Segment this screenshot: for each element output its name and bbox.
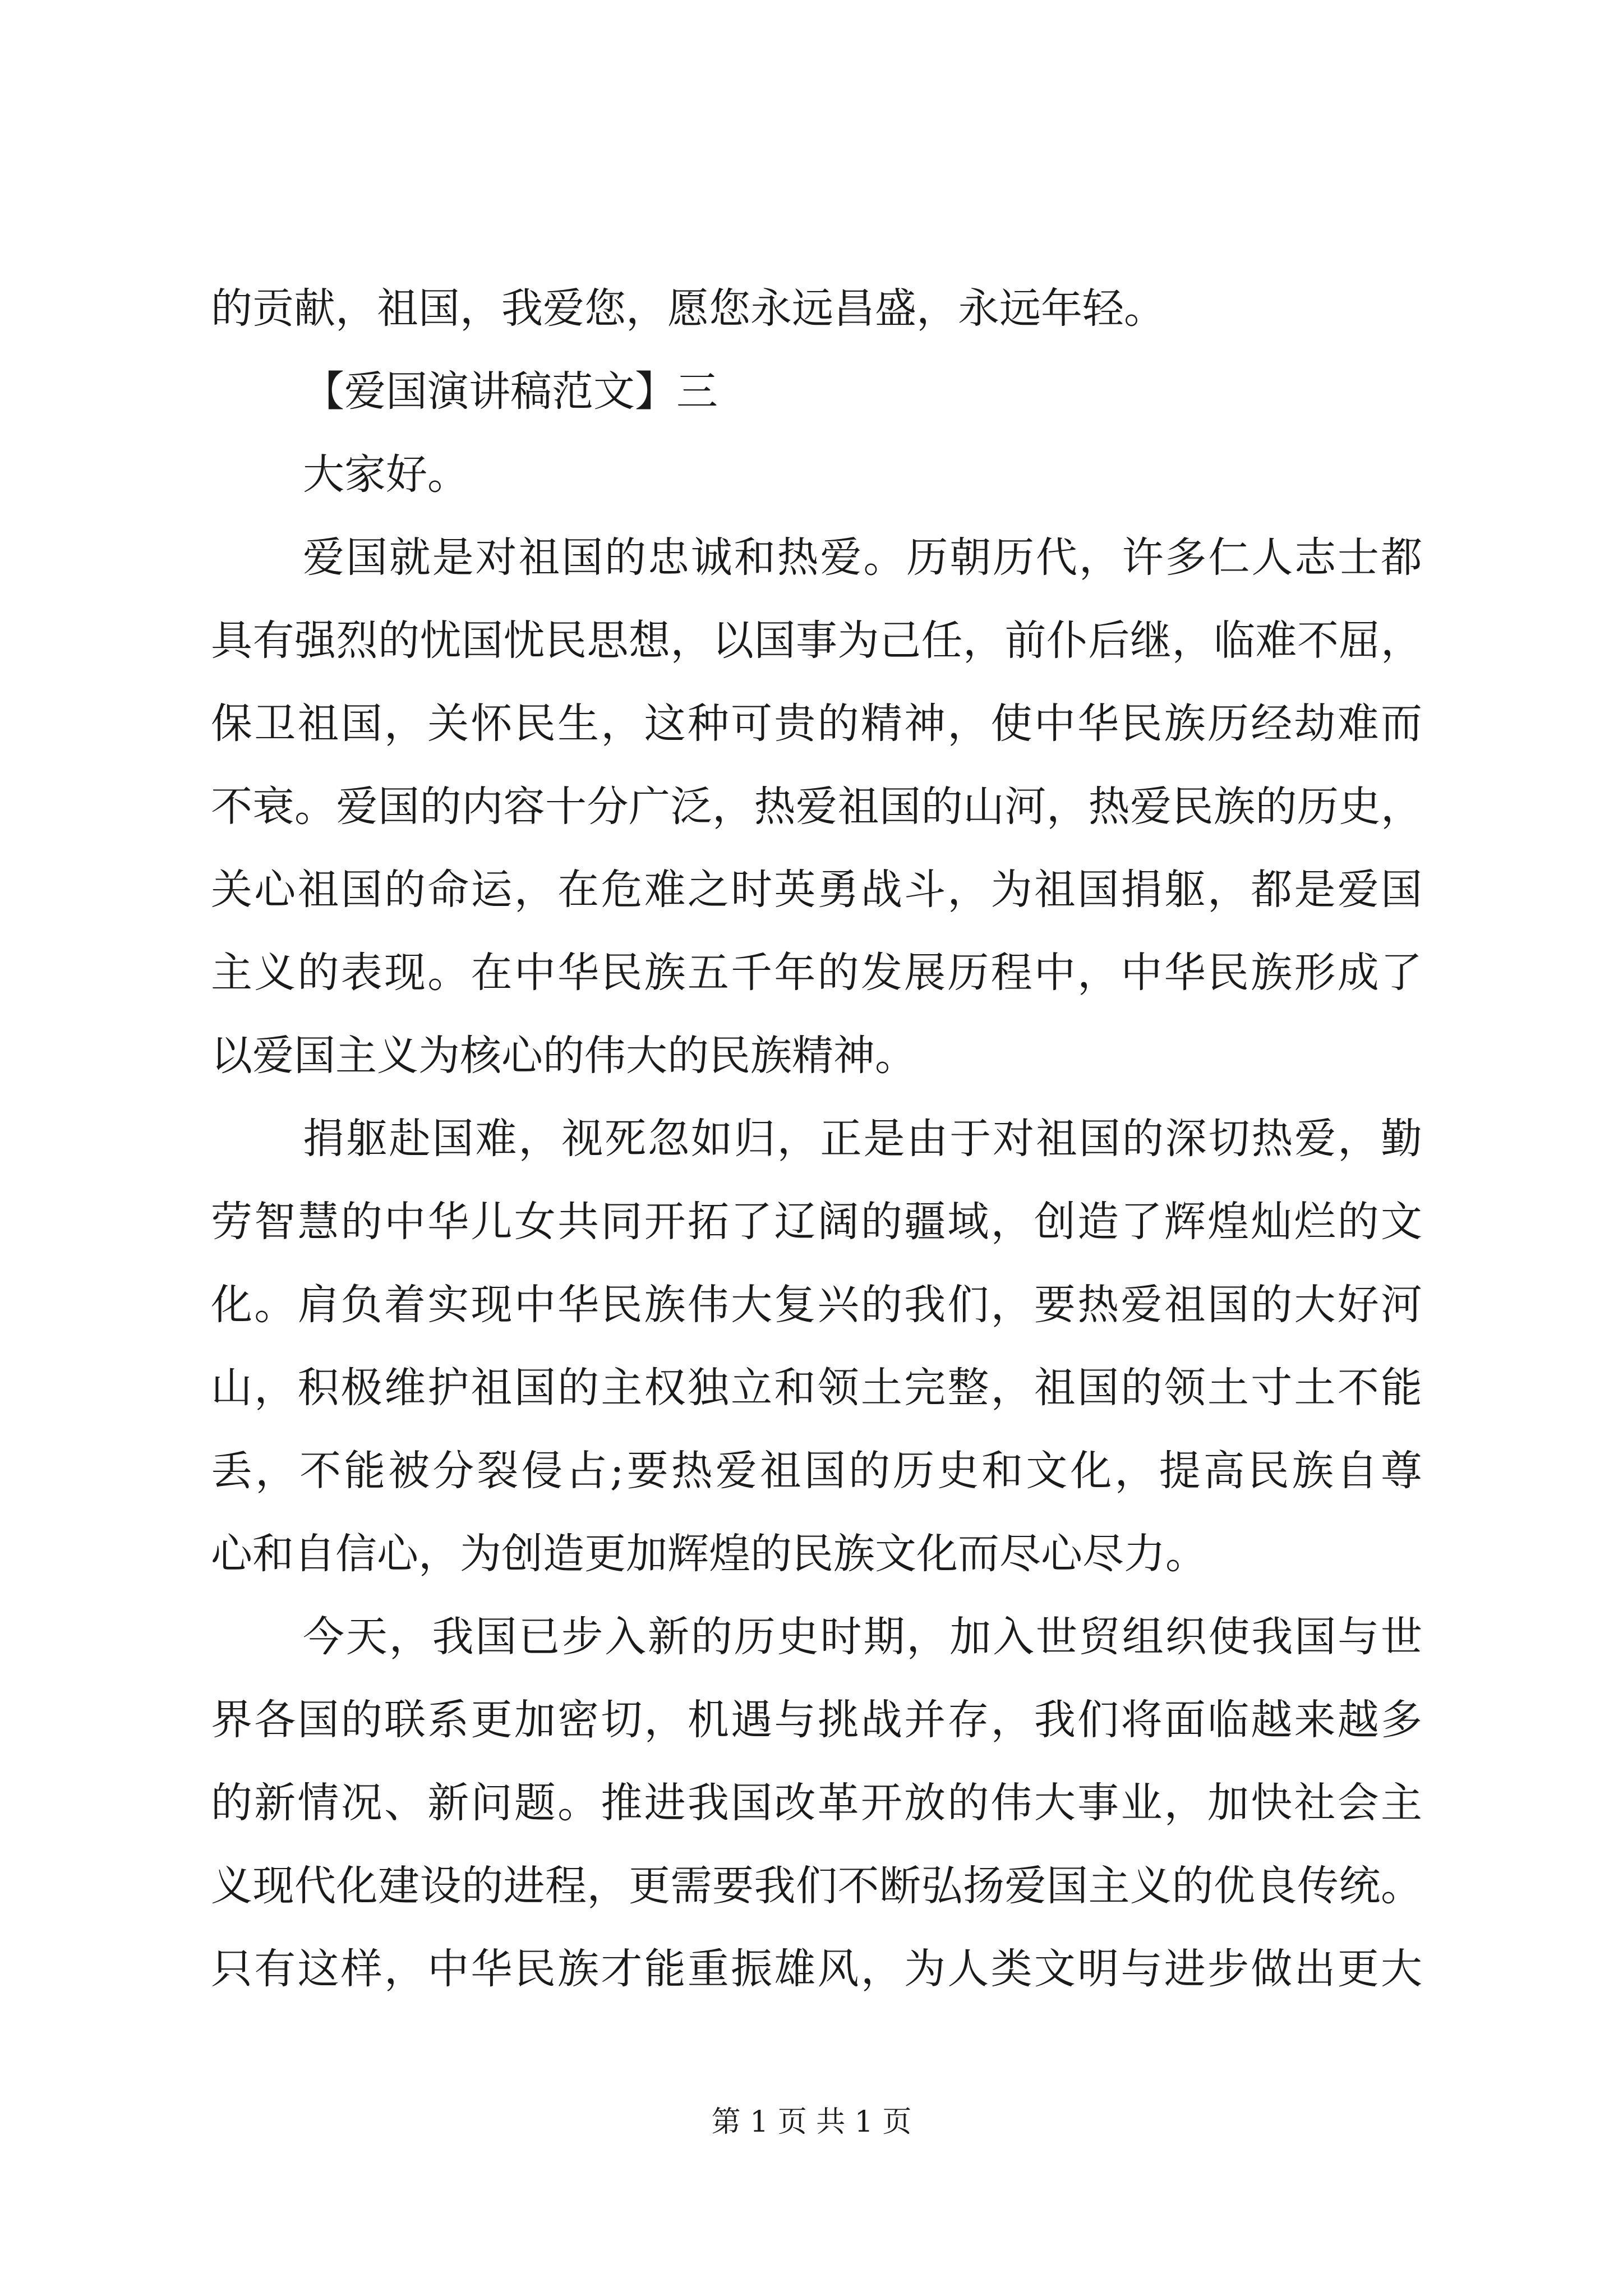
paragraph-line-end: 以爱国主义为核心的伟大的民族精神。 bbox=[211, 1032, 916, 1080]
document-body bbox=[211, 267, 1422, 2010]
paragraph-line: 主义的表现。在中华民族五千年的发展历程中，中华民族形成了 bbox=[211, 949, 1422, 997]
paragraph-line-end: 心和自信心，为创造更加辉煌的民族文化而尽心尽力。 bbox=[211, 1530, 1207, 1578]
paragraph-line: 只有这样，中华民族才能重振雄风，为人类文明与进步做出更大 bbox=[211, 1945, 1422, 1993]
greeting-line: 大家好。 bbox=[303, 450, 469, 499]
paragraph-line: 劳智慧的中华儿女共同开拓了辽阔的疆域，创造了辉煌灿烂的文 bbox=[211, 1198, 1422, 1246]
paragraph-line: 化。肩负着实现中华民族伟大复兴的我们，要热爱祖国的大好河 bbox=[211, 1281, 1422, 1329]
paragraph-line: 山，积极维护祖国的主权独立和领土完整，祖国的领土寸土不能 bbox=[211, 1364, 1422, 1412]
paragraph-line: 丢，不能被分裂侵占;要热爱祖国的历史和文化，提高民族自尊 bbox=[211, 1447, 1422, 1495]
page-number-footer: 第 1 页 共 1 页 bbox=[711, 2105, 912, 2139]
paragraph-line: 义现代化建设的进程，更需要我们不断弘扬爱国主义的优良传统。 bbox=[211, 1862, 1422, 1910]
paragraph-line: 具有强烈的忧国忧民思想，以国事为己任，前仆后继，临难不屈， bbox=[211, 616, 1422, 665]
paragraph-line: 界各国的联系更加密切，机遇与挑战并存，我们将面临越来越多 bbox=[211, 1696, 1422, 1744]
paragraph-line: 关心祖国的命运，在危难之时英勇战斗，为祖国捐躯，都是爱国 bbox=[211, 866, 1422, 914]
paragraph-line: 保卫祖国，关怀民生，这种可贵的精神，使中华民族历经劫难而 bbox=[211, 700, 1422, 748]
section-heading: 【爱国演讲稿范文】三 bbox=[303, 367, 718, 416]
paragraph-line: 今天，我国已步入新的历史时期，加入世贸组织使我国与世 bbox=[303, 1613, 1422, 1661]
paragraph-line-end: 的贡献，祖国，我爱您，愿您永远昌盛，永远年轻。 bbox=[211, 284, 1165, 333]
paragraph-line: 不衰。爱国的内容十分广泛，热爱祖国的山河，热爱民族的历史， bbox=[211, 783, 1422, 831]
paragraph-line: 的新情况、新问题。推进我国改革开放的伟大事业，加快社会主 bbox=[211, 1779, 1422, 1827]
paragraph-line: 捐躯赴国难，视死忽如归，正是由于对祖国的深切热爱，勤 bbox=[303, 1115, 1422, 1163]
paragraph-line: 爱国就是对祖国的忠诚和热爱。历朝历代，许多仁人志士都 bbox=[303, 533, 1422, 582]
